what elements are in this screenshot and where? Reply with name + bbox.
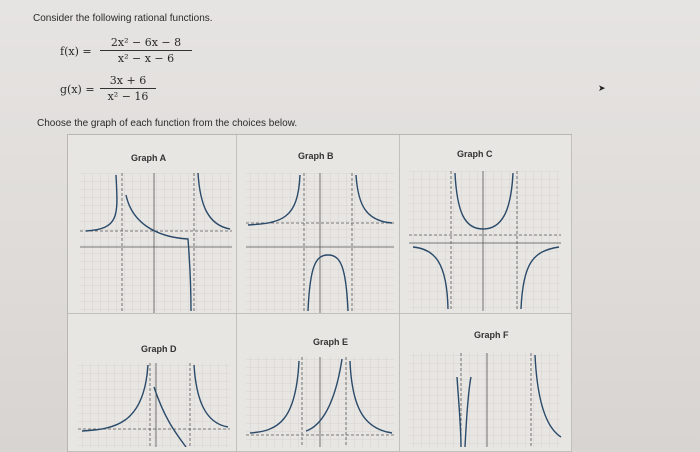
graph-d-plot (74, 357, 234, 447)
graph-a-plot (76, 165, 236, 315)
function-g-denominator: x² − 16 (107, 90, 149, 103)
graph-f-title: Graph F (474, 330, 509, 340)
graph-e-plot (242, 351, 397, 447)
graph-choice-a[interactable] (68, 135, 237, 314)
graph-f-plot (405, 347, 565, 447)
graph-a-title: Graph A (131, 153, 167, 163)
function-g-lhs: g(x) = (60, 83, 95, 96)
function-f-denominator: x² − x − 6 (117, 52, 175, 65)
fraction-bar (100, 50, 192, 51)
fraction-bar (100, 88, 156, 89)
graph-c-title: Graph C (457, 149, 493, 159)
function-f-fraction (100, 36, 192, 65)
graph-e-title: Graph E (313, 337, 349, 347)
function-g-numerator: 3x + 6 (109, 74, 147, 87)
function-f-lhs: f(x) = (60, 45, 92, 58)
graph-choice-d[interactable] (68, 313, 237, 452)
graph-b-title: Graph B (298, 151, 334, 161)
intro-text: Consider the following rational functions. (33, 13, 213, 24)
graph-c-plot (405, 163, 565, 313)
graph-choice-e[interactable] (236, 313, 400, 452)
graph-d-title: Graph D (141, 344, 177, 354)
function-g-fraction (100, 74, 156, 103)
graph-b-plot (242, 165, 397, 315)
arrow-cursor-icon: ➤ (598, 83, 606, 93)
graph-choice-f[interactable] (399, 313, 572, 452)
instruction-text: Choose the graph of each function from the choices below. (37, 118, 298, 129)
graph-choice-c[interactable] (399, 135, 572, 314)
graph-choice-b[interactable] (236, 135, 400, 314)
function-f-numerator: 2x² − 6x − 8 (110, 36, 182, 49)
graph-choices-panel (67, 134, 572, 452)
